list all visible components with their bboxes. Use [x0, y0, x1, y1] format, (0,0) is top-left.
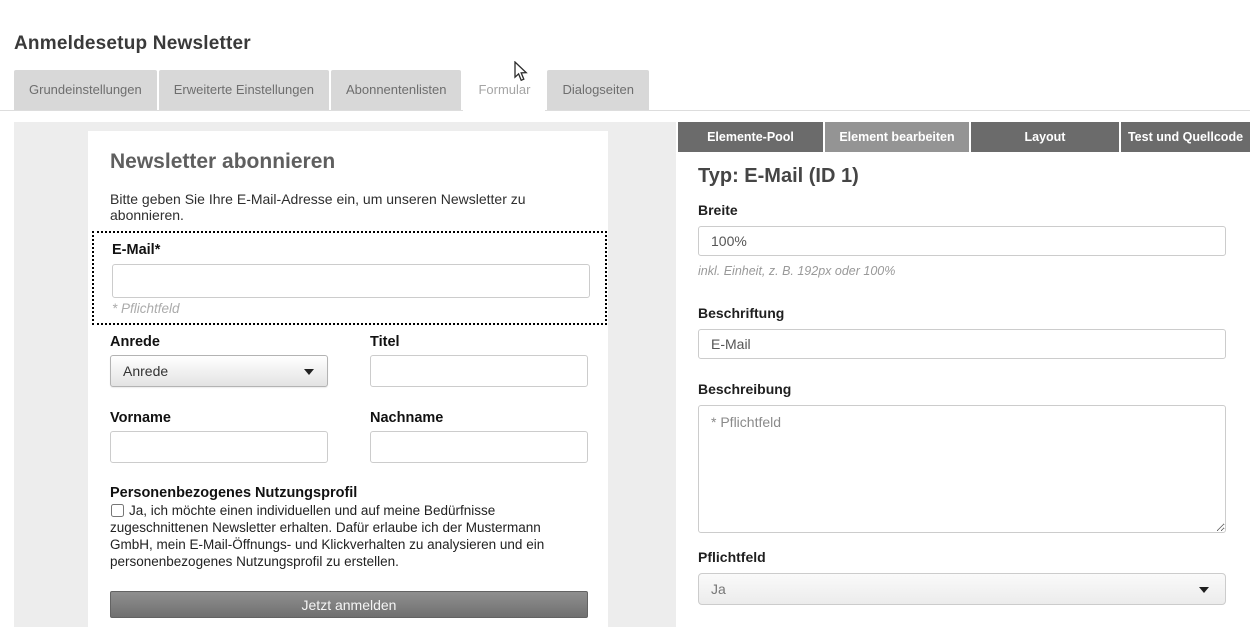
- chevron-down-icon: [1199, 587, 1209, 593]
- editor-tab-bar: [678, 122, 1250, 152]
- tab-formular[interactable]: Formular: [463, 70, 545, 112]
- email-input[interactable]: [112, 264, 590, 298]
- page-title: Anmeldesetup Newsletter: [14, 32, 251, 54]
- titel-label: Titel: [370, 334, 400, 350]
- anrede-select[interactable]: [110, 355, 328, 387]
- required-note: * Pflichtfeld: [112, 301, 180, 316]
- tab-grundeinstellungen[interactable]: Grundeinstellungen: [14, 70, 157, 110]
- pflichtfeld-label: Pflichtfeld: [698, 549, 766, 565]
- tab-dialogseiten[interactable]: Dialogseiten: [547, 70, 649, 110]
- form-title: Newsletter abonnieren: [110, 150, 336, 173]
- nachname-label: Nachname: [370, 410, 444, 426]
- chevron-down-icon: [304, 369, 314, 375]
- form-intro-text: Bitte geben Sie Ihre E-Mail-Adresse ein, um unseren Newsletter zu abonnieren.: [110, 191, 526, 223]
- main-tab-bar: [14, 70, 651, 110]
- pflichtfeld-select[interactable]: [698, 573, 1226, 605]
- titel-input[interactable]: [370, 355, 588, 387]
- profile-consent: [110, 502, 572, 570]
- selected-email-element[interactable]: [92, 231, 607, 325]
- nachname-input[interactable]: [370, 431, 588, 463]
- breite-input[interactable]: [698, 226, 1226, 256]
- tab-element-bearbeiten[interactable]: Element bearbeiten: [825, 122, 969, 152]
- tab-elemente-pool[interactable]: Elemente-Pool: [678, 122, 823, 152]
- beschriftung-label: Beschriftung: [698, 305, 785, 321]
- beschriftung-input[interactable]: [698, 329, 1226, 359]
- pflichtfeld-selected-value: Ja: [711, 581, 726, 597]
- tab-layout[interactable]: Layout: [971, 122, 1119, 152]
- profile-consent-checkbox[interactable]: [111, 504, 124, 517]
- tab-erweiterte-einstellungen[interactable]: Erweiterte Einstellungen: [159, 70, 329, 110]
- anrede-selected-value: Anrede: [123, 363, 169, 379]
- breite-hint: inkl. Einheit, z. B. 192px oder 100%: [698, 264, 896, 278]
- beschreibung-textarea[interactable]: [698, 405, 1226, 533]
- element-editor-pane: [678, 122, 1250, 627]
- form-preview-pane: [14, 122, 676, 627]
- breite-label: Breite: [698, 202, 738, 218]
- tab-abonnentenlisten[interactable]: Abonnentenlisten: [331, 70, 461, 110]
- element-type-heading: Typ: E-Mail (ID 1): [698, 165, 859, 187]
- anrede-label: Anrede: [110, 334, 160, 350]
- submit-button[interactable]: Jetzt anmelden: [110, 591, 588, 618]
- vorname-input[interactable]: [110, 431, 328, 463]
- tab-test-und-quellcode[interactable]: Test und Quellcode: [1121, 122, 1250, 152]
- profile-consent-text: Ja, ich möchte einen individuellen und auf meine Bedürfnisse zugeschnittenen Newsletter erhalten. Dafür erlaube ich der Mustermann GmbH, mein E-Mail-Öffnungs- und Klickverhalten zu analysieren und ein personenbezogenes Nutzungsprofil zu erstellen.: [110, 503, 545, 569]
- vorname-label: Vorname: [110, 410, 171, 426]
- email-label: E-Mail*: [112, 242, 161, 258]
- tabbar-underline: [0, 110, 1250, 111]
- editor-content: [678, 165, 1250, 605]
- beschreibung-label: Beschreibung: [698, 381, 792, 397]
- form-preview-card: [88, 131, 608, 627]
- profile-label: Personenbezogenes Nutzungsprofil: [110, 485, 358, 501]
